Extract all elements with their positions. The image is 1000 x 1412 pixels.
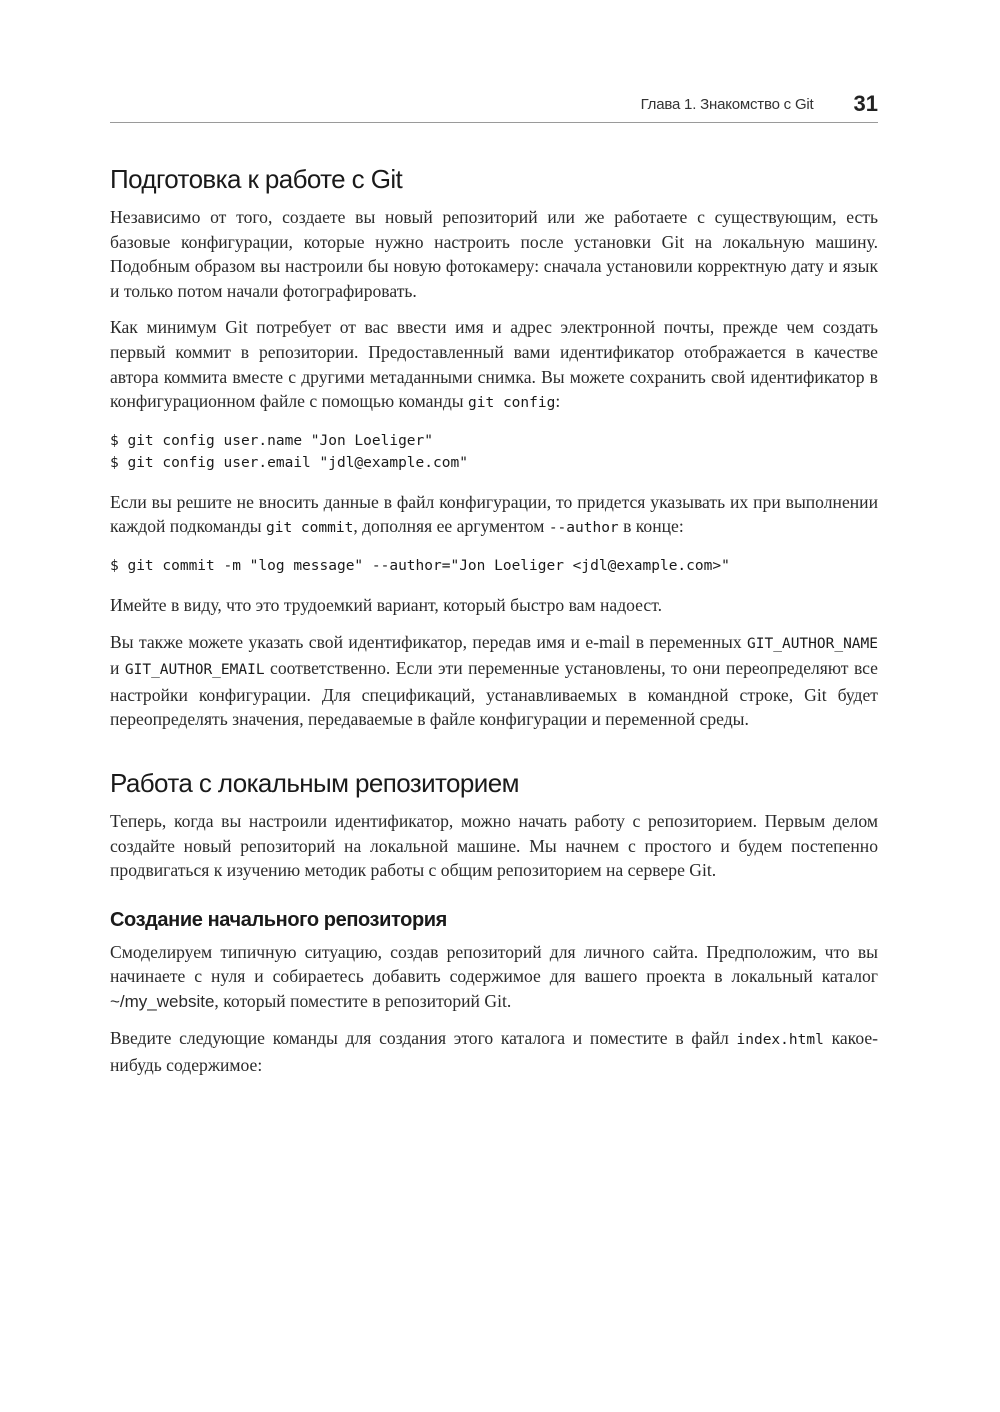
inline-code: git config bbox=[468, 395, 556, 412]
inline-code: --author bbox=[548, 520, 619, 537]
code-block bbox=[110, 555, 878, 577]
section-heading: Подготовка к работе с Git bbox=[110, 164, 403, 194]
page-header bbox=[110, 86, 878, 123]
inline-code: GIT_AUTHOR_EMAIL bbox=[124, 662, 265, 679]
code-line: $ git commit -m "log message" --author="Jon Loeliger <jdl@example.com>" bbox=[110, 557, 730, 574]
paragraph: Имейте в виду, что это трудоемкий вариант, который быстро вам надоест. bbox=[110, 594, 663, 615]
section-heading: Работа с локальным репозиторием bbox=[110, 767, 519, 798]
subsection-heading: Создание начального репозитория bbox=[110, 908, 447, 931]
paragraph: Независимо от того, создаете вы новый репозиторий или же работаете с существующим, есть базовые конфигурации, которые нужно настроить после установки Git на локальную машину. Подобным образом вы настроили бы новую фотокамеру: сначала установили корректную дату и язык и только потом начали фотографировать. bbox=[110, 207, 878, 301]
code-line: $ git config user.name "Jon Loeliger" bbox=[110, 432, 434, 449]
page-number: 31 bbox=[853, 91, 878, 116]
directory-path: ~/my_website bbox=[110, 991, 215, 1011]
inline-code: index.html bbox=[736, 1032, 824, 1049]
paragraph: Вы также можете указать свой идентификатор, передав имя и e-mail в переменных GIT_AUTHOR_NAME и GIT_AUTHOR_EMAIL соответственно. Если эти переменные установлены, то они переопределяют все настройки конфигурации. Для спецификаций, устанавливаемых в командной строке, Git будет переопределять значения, передаваемые в файле конфигурации и переменной среды. bbox=[110, 631, 878, 730]
paragraph: Если вы решите не вносить данные в файл конфигурации, то придется указывать их при выполнении каждой подкоманды git commit, дополняя ее аргументом --author в конце: bbox=[110, 491, 878, 537]
inline-code: GIT_AUTHOR_NAME bbox=[747, 635, 878, 652]
paragraph: Введите следующие команды для создания этого каталога и поместите в файл index.html какое-нибудь содержимое: bbox=[110, 1028, 878, 1076]
inline-code: git commit bbox=[266, 520, 354, 537]
running-title: Глава 1. Знакомство с Git bbox=[640, 95, 814, 113]
code-block bbox=[110, 430, 878, 474]
paragraph: Как минимум Git потребует от вас ввести имя и адрес электронной почты, прежде чем создать первый коммит в репозитории. Предоставленный вами идентификатор отображается в качестве автора коммита вместе с другими метаданными снимка. Вы можете сохранить свой идентификатор в конфигурационном файле с помощью команды git config: bbox=[110, 317, 878, 412]
page-content bbox=[110, 164, 878, 1090]
paragraph: Смоделируем типичную ситуацию, создав репозиторий для личного сайта. Предположим, что вы начинаете с нуля и собираетесь добавить содержимое для вашего проекта в локальный каталог ~/my_website, который поместите в репозиторий Git. bbox=[110, 941, 878, 1011]
code-line: $ git config user.email "jdl@example.com" bbox=[110, 454, 468, 471]
paragraph: Теперь, когда вы настроили идентификатор, можно начать работу с репозиторием. Первым делом создайте новый репозиторий на локальной машине. Мы начнем с простого и будем постепенно продвигаться к изучению методик работы с общим репозиторием на сервере Git. bbox=[110, 810, 878, 881]
